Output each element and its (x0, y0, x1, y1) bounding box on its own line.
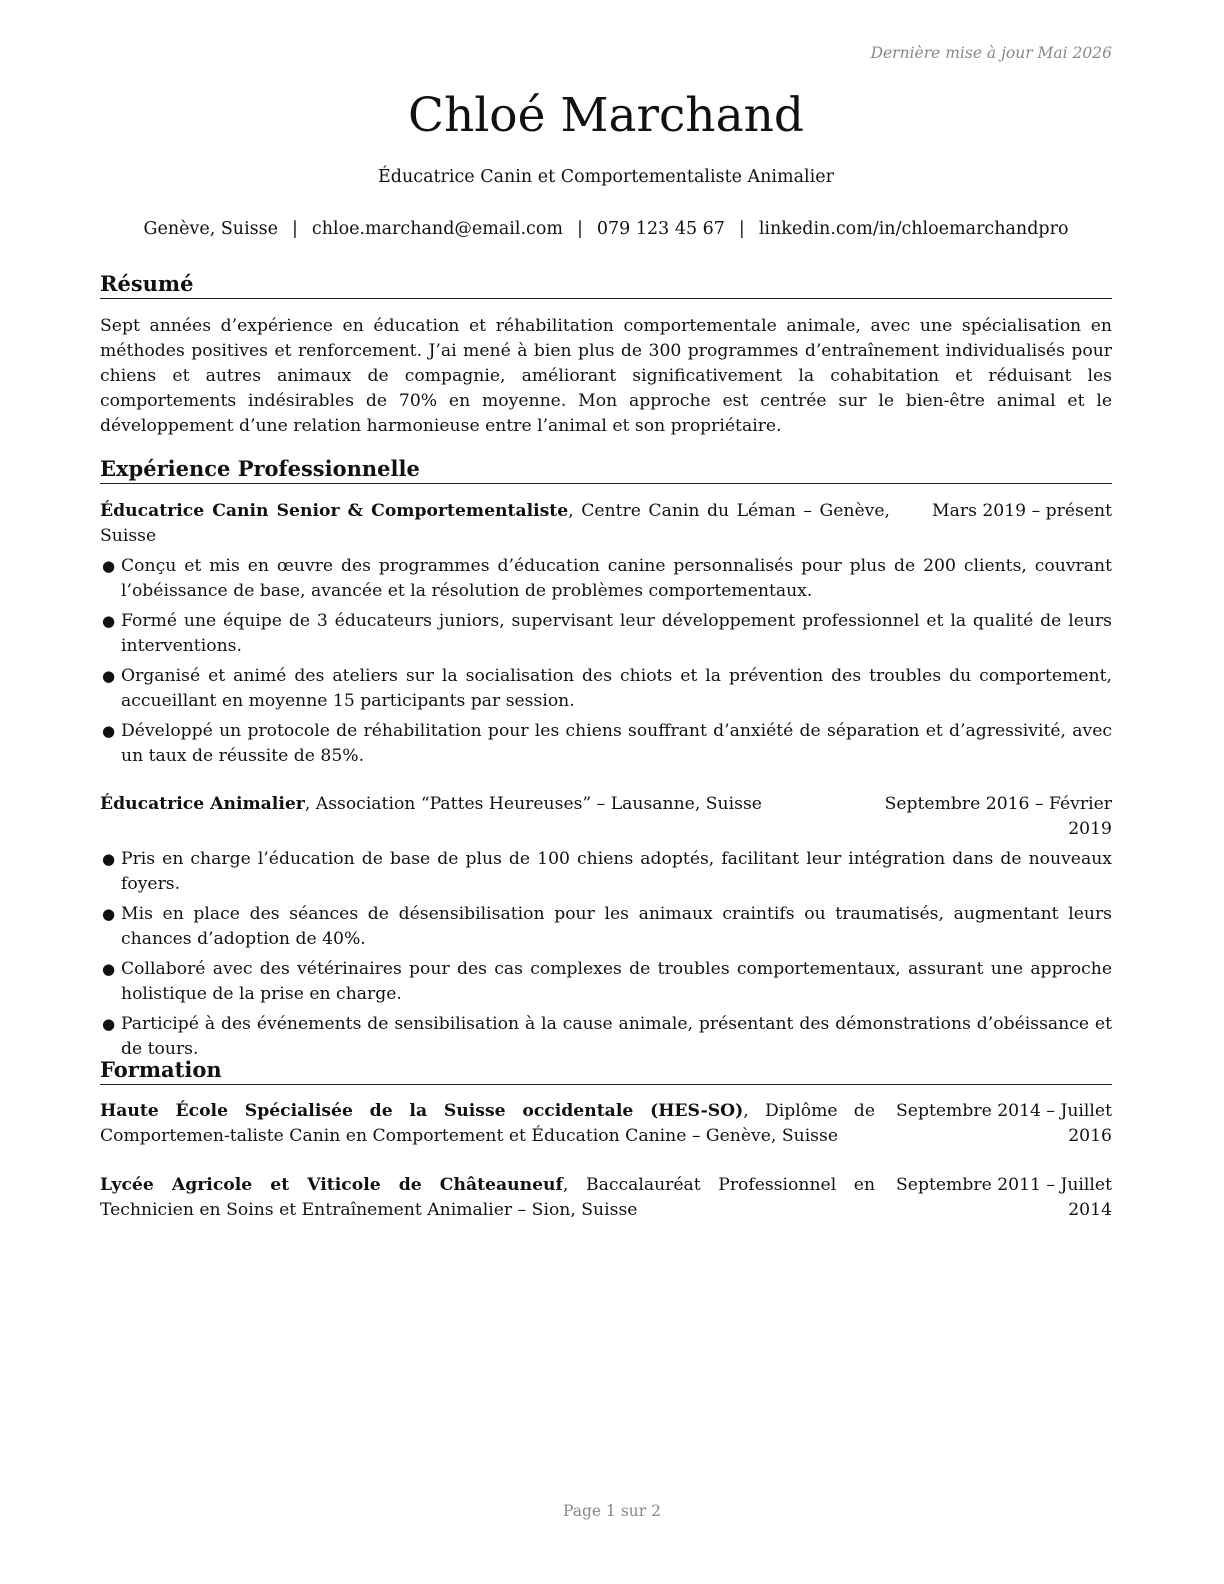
contact-phone[interactable]: 079 123 45 67 (596, 219, 725, 239)
degree-detail: , Baccalauréat Professionnel en Technicien en Soins et Entraînement Animalier – Sion, Suisse (100, 1175, 876, 1220)
education-dates: Septembre 2014 – Juillet 2016 (896, 1101, 1112, 1146)
degree-detail: , Diplôme de Comportemen-taliste Canin en Comportement et Éducation Canine – Genève, Suisse (100, 1101, 875, 1146)
list-item: ● Conçu et mis en œuvre des programmes d’éducation canine personnalisés pour plus de 200 clients, couvrant l’obéissance de base, avancée et la résolution de problèmes comportementaux. (102, 556, 1112, 601)
job-role: Éducatrice Canin Senior & Comportementaliste (100, 501, 569, 521)
school-name: Lycée Agricole et Viticole de Châteauneuf (100, 1175, 563, 1195)
list-item: ● Participé à des événements de sensibilisation à la cause animale, présentant des démonstrations d’obéissance et de tours. (102, 1014, 1112, 1059)
bullet-dot-icon: ● (102, 905, 116, 923)
contact-line (100, 219, 1112, 239)
bullet-dot-icon: ● (102, 1015, 116, 1033)
section-title-experience: Expérience Professionnelle (100, 456, 1112, 484)
contact-email[interactable]: chloe.marchand@email.com (311, 219, 563, 239)
bullet-dot-icon: ● (102, 612, 116, 630)
bullet-dot-icon: ● (102, 667, 116, 685)
page-number: Page 1 sur 2 (563, 1502, 661, 1520)
job-bullets (100, 554, 1112, 774)
bullet-dot-icon: ● (102, 722, 116, 740)
job-dates: Septembre 2016 – Février 2019 (884, 794, 1112, 839)
bullet-dot-icon: ● (102, 557, 116, 575)
job-org: , Centre Canin du Léman – Genève, Suisse (100, 501, 890, 546)
list-item: ● Pris en charge l’éducation de base de plus de 100 chiens adoptés, facilitant leur intégration dans de nouveaux foyers. (102, 849, 1112, 894)
section-title-education: Formation (100, 1057, 1112, 1085)
summary-text: Sept années d’expérience en éducation et réhabilitation comportementale animale, avec une spécialisation en méthodes positives et renforcement. J’ai mené à bien plus de 300 programmes d’entraînement individualisés pour chiens et autres animaux de compagnie, améliorant significativement la cohabitation et réduisant les comportements indésirables de 70% en moyenne. Mon approche est centrée sur le bien-être animal et le développement d’une relation harmonieuse entre l’animal et son propriétaire. (100, 316, 1112, 436)
candidate-tagline: Éducatrice Canin et Comportementaliste Animalier (378, 167, 834, 187)
list-item: ● Organisé et animé des ateliers sur la socialisation des chiots et la prévention des troubles du comportement, accueillant en moyenne 15 participants par session. (102, 666, 1112, 711)
list-item: ● Collaboré avec des vétérinaires pour des cas complexes de troubles comportementaux, assurant une approche holistique de la prise en charge. (102, 959, 1112, 1004)
contact-separator: | (576, 219, 583, 239)
bullet-dot-icon: ● (102, 850, 116, 868)
list-item: ● Formé une équipe de 3 éducateurs juniors, supervisant leur développement professionnel et la qualité de leurs interventions. (102, 611, 1112, 656)
candidate-name: Chloé Marchand (408, 88, 804, 143)
bullet-dot-icon: ● (102, 960, 116, 978)
last-updated-note: Dernière mise à jour Mai 2026 (870, 44, 1112, 62)
job-dates: Mars 2019 – présent (932, 501, 1112, 521)
list-item: ● Développé un protocole de réhabilitation pour les chiens souffrant d’anxiété de séparation et d’agressivité, avec un taux de réussite de 85%. (102, 721, 1112, 766)
school-name: Haute École Spécialisée de la Suisse occidentale (HES-SO) (100, 1101, 744, 1121)
job-org: , Association “Pattes Heureuses” – Lausanne, Suisse (304, 794, 762, 814)
contact-linkedin[interactable]: linkedin.com/in/chloemarchandpro (758, 219, 1069, 239)
education-dates: Septembre 2011 – Juillet 2014 (896, 1175, 1112, 1220)
list-item: ● Mis en place des séances de désensibilisation pour les animaux craintifs ou traumatisés, augmentant leurs chances d’adoption de 40%. (102, 904, 1112, 949)
section-title-summary: Résumé (100, 271, 1112, 299)
contact-separator: | (738, 219, 745, 239)
job-bullets (100, 847, 1112, 1067)
job-role: Éducatrice Animalier (100, 794, 305, 814)
contact-separator: | (292, 219, 298, 239)
contact-location: Genève, Suisse (143, 219, 278, 239)
